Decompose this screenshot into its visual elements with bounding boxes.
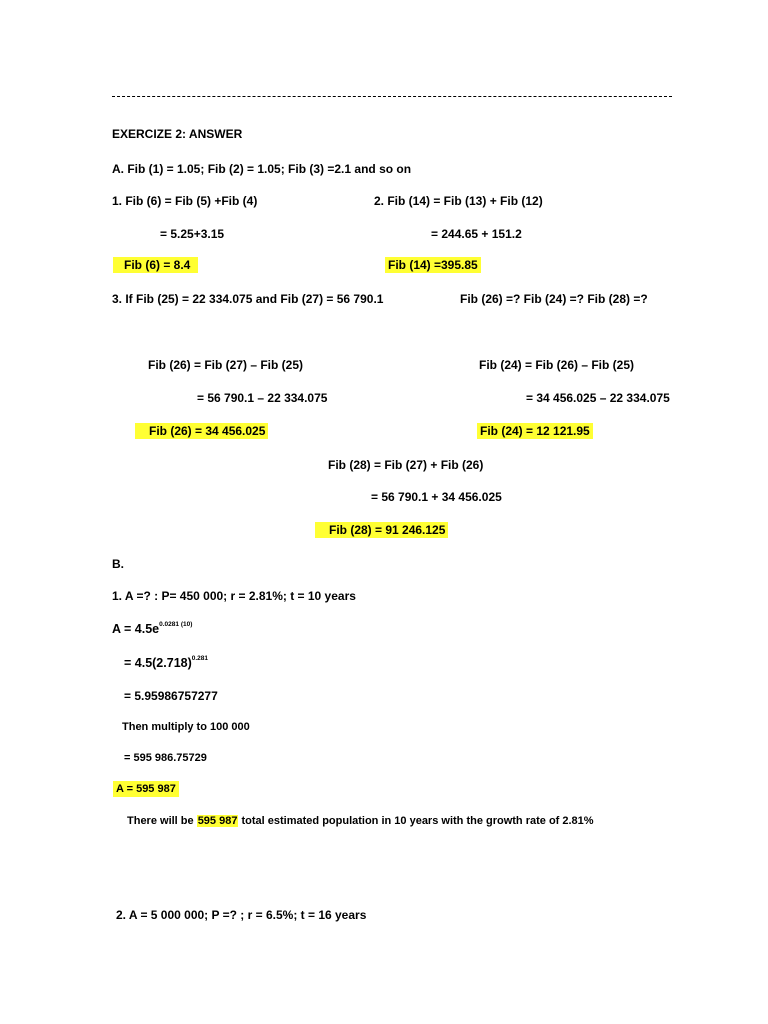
q1-answer: Fib (6) = 8.4 [113,257,198,273]
fib24-answer: Fib (24) = 12 121.95 [477,423,593,439]
fib26-step: = 56 790.1 – 22 334.075 [197,391,328,405]
q1-heading: 1. Fib (6) = Fib (5) +Fib (4) [112,194,258,208]
q2-answer: Fib (14) =395.85 [385,257,481,273]
b-q1-conclusion [127,813,594,829]
fib24-step: = 34 456.025 – 22 334.075 [526,391,670,405]
q3-question: Fib (26) =? Fib (24) =? Fib (28) =? [460,292,648,306]
q2-heading: 2. Fib (14) = Fib (13) + Fib (12) [374,194,543,208]
q2-step: = 244.65 + 151.2 [431,227,522,241]
b-q1-note: Then multiply to 100 000 [122,721,250,733]
b-q2-heading: 2. A = 5 000 000; P =? ; r = 6.5%; t = 16 years [116,908,367,922]
b-q1-equation-1 [112,621,192,637]
q3-heading: 3. If Fib (25) = 22 334.075 and Fib (27) = 56 790.1 [112,292,384,306]
conclusion-highlight: 595 987 [197,815,238,827]
equation-2-exponent: 0.281 [191,655,209,662]
conclusion-pre: There will be [127,815,197,827]
b-q1-equation-3: = 5.95986757277 [124,689,218,703]
page-title: EXERCIZE 2: ANSWER [112,127,243,141]
b-q1-answer: A = 595 987 [113,781,179,797]
part-a-intro: A. Fib (1) = 1.05; Fib (2) = 1.05; Fib (3) =2.1 and so on [112,162,412,176]
part-b-label: B. [112,557,124,571]
fib26-formula: Fib (26) = Fib (27) – Fib (25) [148,358,304,372]
dashed-divider [112,96,672,97]
b-q1-heading: 1. A =? : P= 450 000; r = 2.81%; t = 10 years [112,589,356,603]
conclusion-post: total estimated population in 10 years with the growth rate of 2.81% [238,815,594,827]
fib28-answer: Fib (28) = 91 246.125 [315,522,448,538]
equation-2-base: = 4.5(2.718) [124,656,192,670]
q1-step: = 5.25+3.15 [160,227,225,241]
fib28-step: = 56 790.1 + 34 456.025 [371,490,502,504]
fib28-formula: Fib (28) = Fib (27) + Fib (26) [328,458,484,472]
fib24-formula: Fib (24) = Fib (26) – Fib (25) [479,358,635,372]
equation-1-exponent: 0.0281 (10) [159,621,193,628]
b-q1-equation-2 [124,655,208,671]
b-q1-result: = 595 986.75729 [124,752,207,764]
equation-1-base: A = 4.5e [112,622,160,636]
fib26-answer: Fib (26) = 34 456.025 [135,423,268,439]
